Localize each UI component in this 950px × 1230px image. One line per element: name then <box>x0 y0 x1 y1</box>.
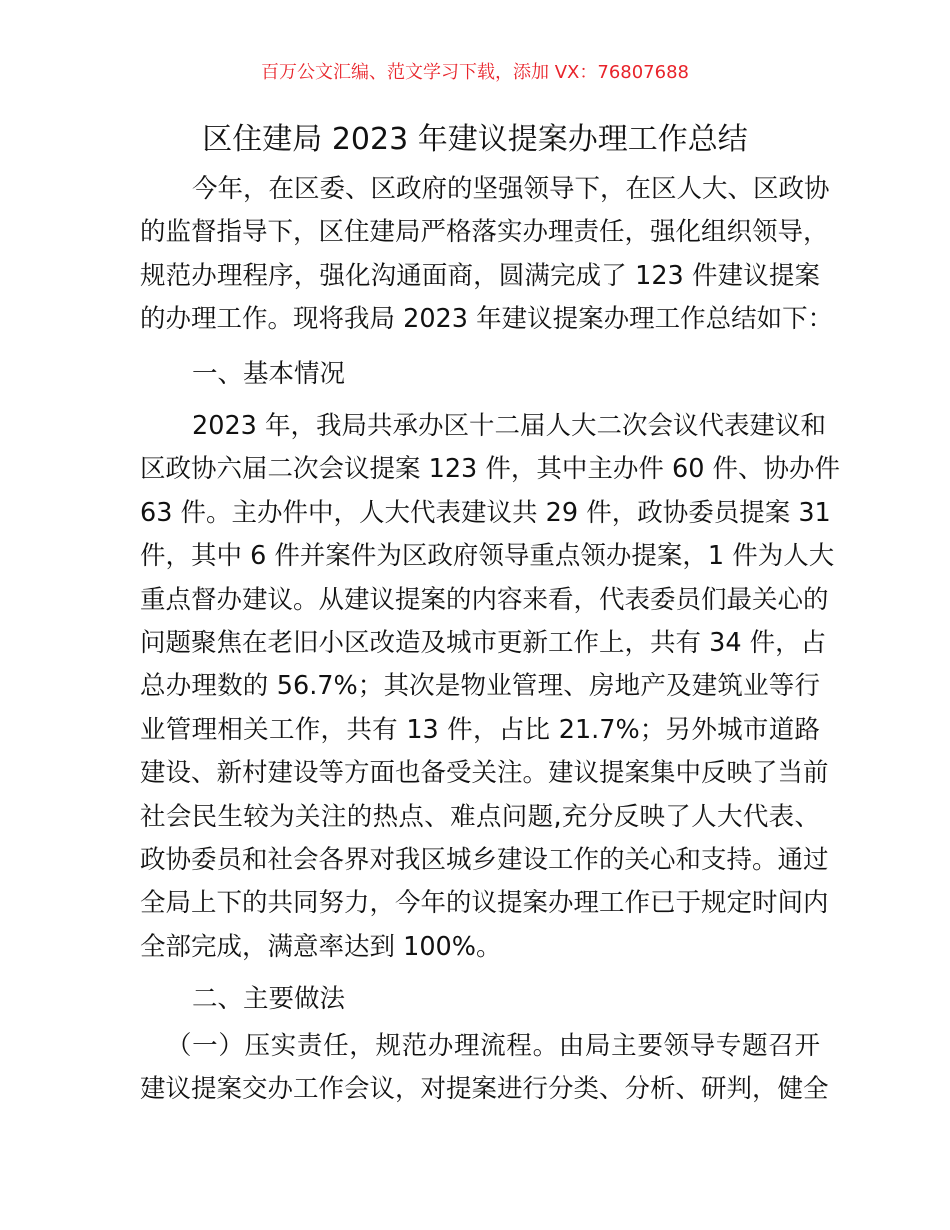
paragraph-line: 建议提案交办工作会议，对提案进行分类、分析、研判，健全 <box>140 1074 829 1105</box>
paragraph-line: 件，其中 6 件并案件为区政府领导重点领办提案，1 件为人大 <box>140 541 835 572</box>
paragraph-line: 全局上下的共同努力，今年的议提案办理工作已于规定时间内 <box>140 888 829 919</box>
section-heading: 二、主要做法 <box>192 984 346 1014</box>
watermark-banner: 百万公文汇编、范文学习下载，添加 VX：76807688 <box>261 62 689 83</box>
paragraph-line: 的监督指导下，区住建局严格落实办理责任，强化组织领导， <box>140 217 829 248</box>
paragraph-line: 业管理相关工作，共有 13 件，占比 21.7%；另外城市道路 <box>140 714 820 745</box>
paragraph-line: 今年，在区委、区政府的坚强领导下，在区人大、区政协 <box>192 174 830 204</box>
paragraph-line: 社会民生较为关注的热点、难点问题,充分反映了人大代表、 <box>140 801 820 832</box>
paragraph-line: 区政协六届二次会议提案 123 件，其中主办件 60 件、协办件 <box>140 454 841 485</box>
section-heading: 一、基本情况 <box>192 359 346 389</box>
paragraph-line: 问题聚焦在老旧小区改造及城市更新工作上，共有 34 件，占 <box>140 627 827 658</box>
section-heading-methods <box>140 978 820 1021</box>
paragraph-line: 2023 年，我局共承办区十二届人大二次会议代表建议和 <box>192 411 827 441</box>
paragraph-line: 的办理工作。现将我局 2023 年建议提案办理工作总结如下： <box>140 304 834 335</box>
paragraph-line: 规范办理程序，强化沟通面商，圆满完成了 123 件建议提案 <box>140 260 820 291</box>
paragraph-line: 政协委员和社会各界对我区城乡建设工作的关心和支持。通过 <box>140 844 829 875</box>
intro-paragraph <box>140 168 834 342</box>
document-title: 区住建局 2023 年建议提案办理工作总结 <box>202 122 748 157</box>
paragraph-line: （一）压实责任，规范办理流程。由局主要领导专题召开 <box>166 1031 820 1061</box>
section2-paragraph <box>140 1025 829 1112</box>
section-heading-basic <box>140 353 820 396</box>
paragraph-line: 总办理数的 56.7%；其次是物业管理、房地产及建筑业等行 <box>140 671 820 702</box>
paragraph-line: 建设、新村建设等方面也备受关注。建议提案集中反映了当前 <box>140 758 829 789</box>
section1-paragraph <box>140 405 841 969</box>
paragraph-line: 重点督办建议。从建议提案的内容来看，代表委员们最关心的 <box>140 584 829 615</box>
paragraph-line: 全部完成，满意率达到 100%。 <box>140 931 502 962</box>
paragraph-line: 63 件。主办件中，人大代表建议共 29 件，政协委员提案 31 <box>140 497 831 528</box>
